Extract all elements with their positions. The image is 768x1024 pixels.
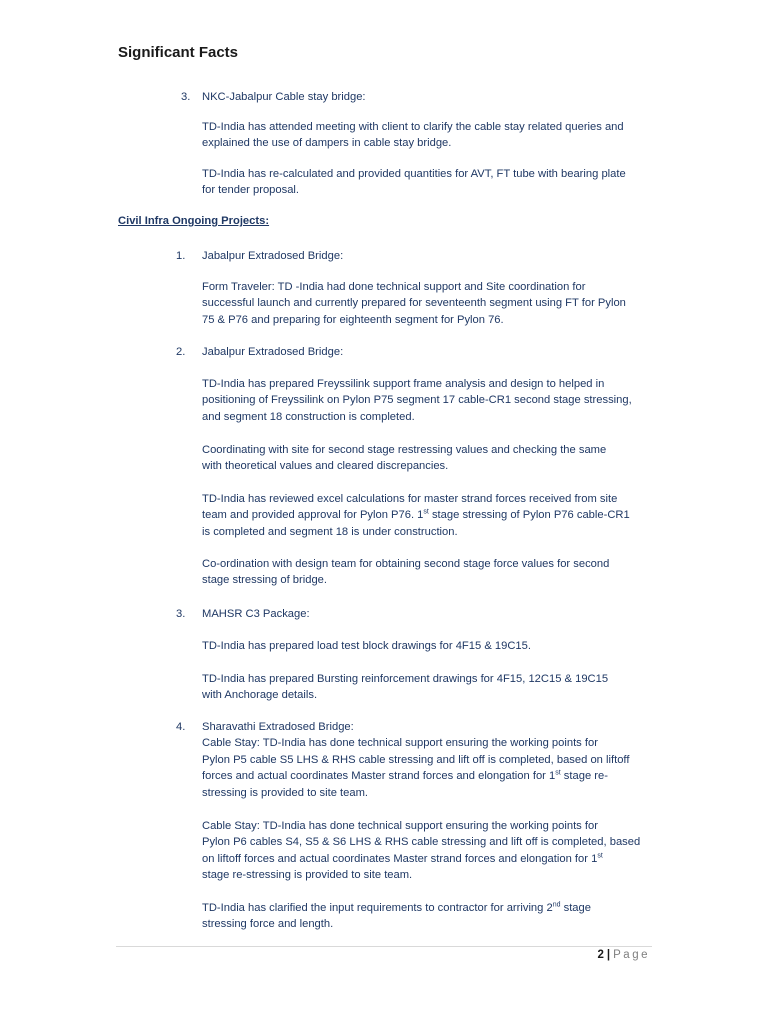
- text-line: TD-India has prepared Freyssilink support frame analysis and design to helped in: [202, 378, 605, 390]
- paragraph: [202, 119, 652, 152]
- item-title: Jabalpur Extradosed Bridge:: [202, 250, 344, 262]
- text-line: on liftoff forces and actual coordinates Master strand forces and elongation for 1st: [202, 852, 603, 865]
- paragraph: [202, 719, 652, 801]
- text-line: positioning of Freyssilink on Pylon P75 segment 17 cable-CR1 second stage stressing,: [202, 394, 632, 407]
- text-line: is completed and segment 18 is under construction.: [202, 525, 458, 538]
- text-line: stressing force and length.: [202, 918, 334, 931]
- text-line: Pylon P6 cables S4, S5 & S6 LHS & RHS cable stressing and lift off is completed, based: [202, 836, 641, 849]
- text-line: stressing is provided to site team.: [202, 786, 369, 799]
- page-footer: [598, 949, 650, 961]
- paragraph: [202, 671, 652, 704]
- text-line: Cable Stay: TD-India has done technical support ensuring the working points for: [202, 737, 598, 750]
- page-label: Page: [613, 949, 650, 961]
- list-number: 3.: [181, 91, 191, 103]
- item-title: MAHSR C3 Package:: [202, 608, 310, 620]
- text-line: TD-India has re-calculated and provided quantities for AVT, FT tube with bearing plate: [202, 168, 626, 180]
- text-line: TD-India has clarified the input requirements to contractor for arriving 2nd stage: [202, 901, 591, 914]
- list-number: 3.: [176, 608, 186, 620]
- text-line: with Anchorage details.: [202, 689, 318, 702]
- text-line: Form Traveler: TD -India had done technical support and Site coordination for: [202, 281, 586, 293]
- text-line: with theoretical values and cleared discrepancies.: [202, 460, 449, 473]
- item-title: Sharavathi Extradosed Bridge:: [202, 721, 354, 733]
- text-line: Cable Stay: TD-India has done technical support ensuring the working points for: [202, 820, 598, 832]
- paragraph: [202, 818, 652, 884]
- paragraph: [202, 166, 652, 199]
- paragraph: [202, 900, 652, 933]
- item-title: Jabalpur Extradosed Bridge:: [202, 346, 344, 358]
- text-line: TD-India has prepared Bursting reinforcement drawings for 4F15, 12C15 & 19C15: [202, 673, 609, 685]
- paragraph: [202, 279, 652, 328]
- paragraph: TD-India has prepared load test block drawings for 4F15 & 19C15.: [202, 640, 531, 652]
- list-number: 1.: [176, 250, 186, 262]
- text-line: successful launch and currently prepared for seventeenth segment using FT for Pylon: [202, 297, 626, 310]
- list-number: 2.: [176, 346, 186, 358]
- text-line: stage re-stressing is provided to site team.: [202, 869, 413, 882]
- text-line: team and provided approval for Pylon P76. 1st stage stressing of Pylon P76 cable-CR1: [202, 508, 630, 522]
- page-number: 2: [597, 949, 604, 961]
- paragraph: [202, 491, 652, 540]
- text-line: TD-India has attended meeting with client to clarify the cable stay related queries and: [202, 121, 624, 133]
- text-line: Coordinating with site for second stage restressing values and checking the same: [202, 444, 607, 456]
- text-line: 75 & P76 and preparing for eighteenth segment for Pylon 76.: [202, 313, 504, 326]
- text-line: and segment 18 construction is completed.: [202, 410, 415, 423]
- paragraph: [202, 376, 652, 425]
- paragraph: [202, 442, 652, 475]
- text-line: TD-India has reviewed excel calculations for master strand forces received from site: [202, 493, 618, 505]
- footer-divider: [116, 946, 652, 947]
- item-title: NKC-Jabalpur Cable stay bridge:: [202, 91, 366, 103]
- footer-separator: |: [606, 949, 611, 961]
- paragraph: [202, 556, 652, 589]
- text-line: forces and actual coordinates Master strand forces and elongation for 1st stage re-: [202, 769, 608, 783]
- text-line: for tender proposal.: [202, 184, 300, 197]
- text-line: Pylon P5 cable S5 LHS & RHS cable stressing and lift off is completed, based on liftoff: [202, 753, 630, 766]
- page-heading: Significant Facts: [118, 44, 239, 61]
- text-line: stage stressing of bridge.: [202, 574, 327, 587]
- text-line: explained the use of dampers in cable stay bridge.: [202, 137, 452, 150]
- text-line: Co-ordination with design team for obtaining second stage force values for second: [202, 558, 610, 570]
- section-subtitle: Civil Infra Ongoing Projects:: [118, 215, 270, 227]
- list-number: 4.: [176, 721, 186, 733]
